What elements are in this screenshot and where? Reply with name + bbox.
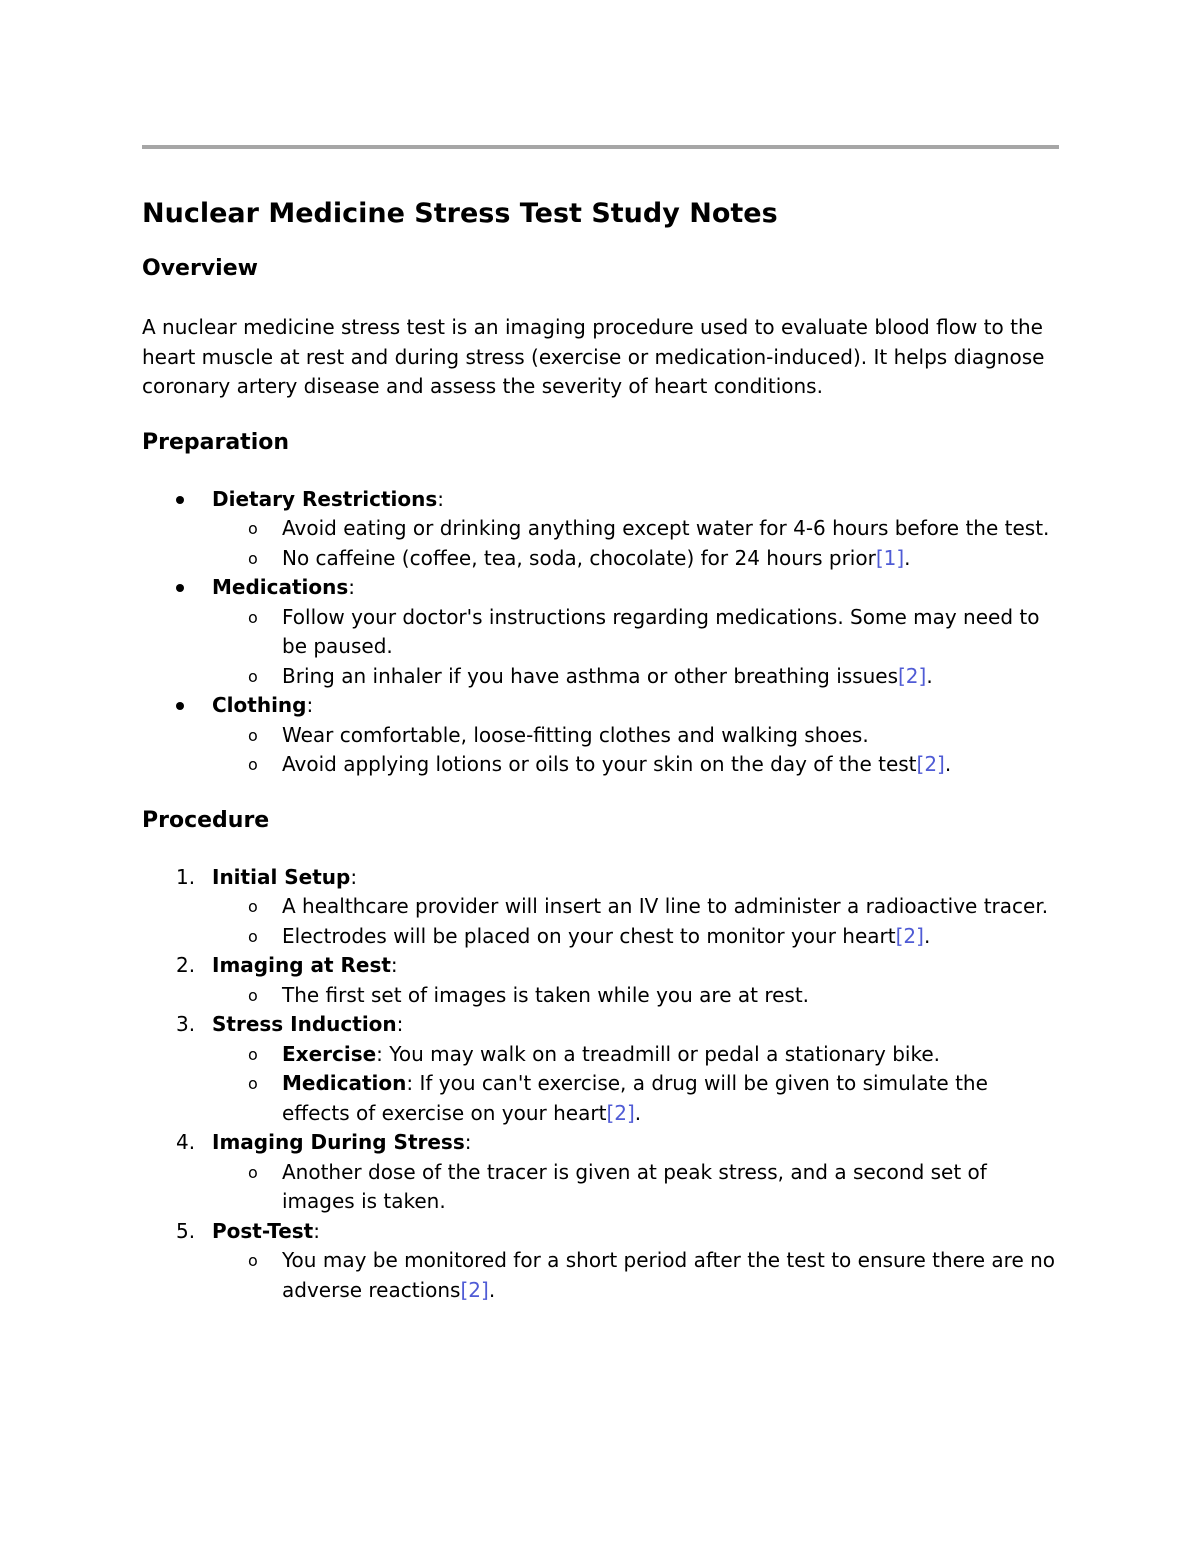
bullet-icon <box>176 702 184 710</box>
sub-list-item <box>212 1158 1059 1217</box>
sub-bullet-icon: o <box>248 725 258 745</box>
procedure-step-label: Post-Test <box>212 1218 314 1243</box>
citation-link[interactable]: [2] <box>895 923 924 948</box>
sub-item-text: Avoid applying lotions or oils to your skin on the day of the test <box>282 752 917 776</box>
sub-bullet-icon: o <box>248 666 258 686</box>
label-colon: : <box>390 953 398 977</box>
sub-list-item <box>212 721 1059 751</box>
preparation-item <box>142 573 1059 691</box>
bullet-icon <box>176 496 184 504</box>
sentence-period: . <box>904 545 911 570</box>
preparation-item-label: Medications <box>212 575 349 599</box>
sub-list-item <box>212 981 1059 1011</box>
sub-list-item <box>212 922 1059 952</box>
sub-list-item <box>212 514 1059 544</box>
sub-list <box>212 514 1059 573</box>
sub-item-bold-label: Exercise <box>282 1041 377 1066</box>
bullet-icon <box>176 584 184 592</box>
sub-list-item <box>212 750 1059 780</box>
procedure-step <box>142 1010 1059 1128</box>
citation-link[interactable]: [2] <box>898 663 927 688</box>
sub-item-text: Avoid eating or drinking anything except water for 4-6 hours before the test. <box>282 516 1050 540</box>
label-colon: : <box>350 864 358 889</box>
procedure-step-label: Stress Induction <box>212 1012 397 1036</box>
sub-item-text: Follow your doctor's instructions regarding medications. Some may need to be paused. <box>282 604 1040 658</box>
label-colon: : <box>396 1012 404 1036</box>
sentence-period: . <box>944 752 952 776</box>
sub-list-item <box>212 1246 1059 1305</box>
procedure-heading: Procedure <box>142 807 270 833</box>
horizontal-rule <box>142 145 1059 149</box>
label-colon: : <box>437 486 444 511</box>
document-title: Nuclear Medicine Stress Test Study Notes <box>142 198 778 229</box>
label-colon: : <box>348 575 356 599</box>
sub-list <box>212 1246 1059 1305</box>
document-content <box>142 196 1059 1305</box>
procedure-step-label: Imaging During Stress <box>212 1130 465 1154</box>
procedure-step-label: Imaging at Rest <box>212 953 391 977</box>
sub-list <box>212 1040 1059 1129</box>
sub-bullet-icon: o <box>248 1074 258 1093</box>
preparation-list <box>142 485 1059 780</box>
label-colon: : <box>464 1130 472 1154</box>
procedure-list <box>142 863 1059 1306</box>
step-number: 5. <box>176 1218 196 1243</box>
step-number: 1. <box>176 864 196 889</box>
procedure-step <box>142 1217 1059 1306</box>
sub-list <box>212 981 1059 1011</box>
sub-bullet-icon: o <box>248 1251 258 1270</box>
sentence-period: . <box>926 663 933 688</box>
sub-bullet-icon: o <box>248 755 258 774</box>
sub-list <box>212 892 1059 951</box>
sub-item-text: Electrodes will be placed on your chest to monitor your heart <box>282 923 896 948</box>
sub-item-text: A healthcare provider will insert an IV line to administer a radioactive tracer. <box>282 894 1049 918</box>
sub-list-item <box>212 603 1059 662</box>
sub-list-item <box>212 892 1059 922</box>
preparation-heading: Preparation <box>142 429 290 455</box>
sub-item-text: You may be monitored for a short period after the test to ensure there are no adverse reactions <box>282 1248 1056 1302</box>
citation-link[interactable]: [1] <box>875 545 905 570</box>
citation-link[interactable]: [2] <box>606 1100 635 1125</box>
sub-list <box>212 603 1059 692</box>
sub-item-text: The first set of images is taken while you are at rest. <box>282 982 810 1007</box>
sentence-period: . <box>923 923 931 948</box>
sub-list <box>212 1158 1059 1217</box>
sub-item-text: Wear comfortable, loose-fitting clothes and walking shoes. <box>282 722 869 747</box>
sub-list-item <box>212 662 1059 692</box>
sub-bullet-icon: o <box>248 985 258 1005</box>
sub-bullet-icon: o <box>248 548 258 568</box>
step-number: 4. <box>176 1130 196 1154</box>
preparation-item <box>142 485 1059 574</box>
procedure-step <box>142 1128 1059 1217</box>
sub-bullet-icon: o <box>248 926 258 946</box>
sub-list-item <box>212 544 1059 574</box>
preparation-item-label: Clothing <box>212 693 307 717</box>
label-colon: : <box>306 693 314 717</box>
sub-item-text: : If you can't exercise, a drug will be given to simulate the effects of exercise on your heart <box>282 1071 988 1125</box>
step-number: 3. <box>176 1012 196 1036</box>
sub-list-item <box>212 1040 1059 1070</box>
sub-bullet-icon: o <box>248 519 258 538</box>
sub-bullet-icon: o <box>248 1162 258 1182</box>
overview-heading: Overview <box>142 256 258 281</box>
sub-item-text: No caffeine (coffee, tea, soda, chocolate) for 24 hours prior <box>282 545 876 570</box>
sentence-period: . <box>488 1277 496 1302</box>
procedure-step <box>142 863 1059 952</box>
sub-item-text: : You may walk on a treadmill or pedal a stationary bike. <box>376 1041 940 1066</box>
sentence-period: . <box>634 1100 642 1125</box>
preparation-item <box>142 691 1059 780</box>
preparation-item-label: Dietary Restrictions <box>212 486 438 511</box>
sub-item-bold-label: Medication <box>282 1071 407 1095</box>
sub-bullet-icon: o <box>248 1044 258 1064</box>
label-colon: : <box>313 1218 320 1243</box>
step-number: 2. <box>176 953 196 977</box>
sub-item-text: Another dose of the tracer is given at peak stress, and a second set of images is taken. <box>282 1159 987 1213</box>
procedure-step-label: Initial Setup <box>212 864 351 889</box>
sub-bullet-icon: o <box>248 607 258 627</box>
sub-item-text: Bring an inhaler if you have asthma or other breathing issues <box>282 663 898 688</box>
overview-paragraph: A nuclear medicine stress test is an imaging procedure used to evaluate blood flow to the heart muscle at rest and during stress (exercise or medication-induced). It helps diagnose coronary artery disease and assess the severity of heart conditions. <box>142 315 1045 398</box>
citation-link[interactable]: [2] <box>460 1277 489 1302</box>
citation-link[interactable]: [2] <box>916 752 945 776</box>
sub-list <box>212 721 1059 780</box>
sub-list-item <box>212 1069 1059 1128</box>
procedure-step <box>142 951 1059 1010</box>
sub-bullet-icon: o <box>248 897 258 916</box>
